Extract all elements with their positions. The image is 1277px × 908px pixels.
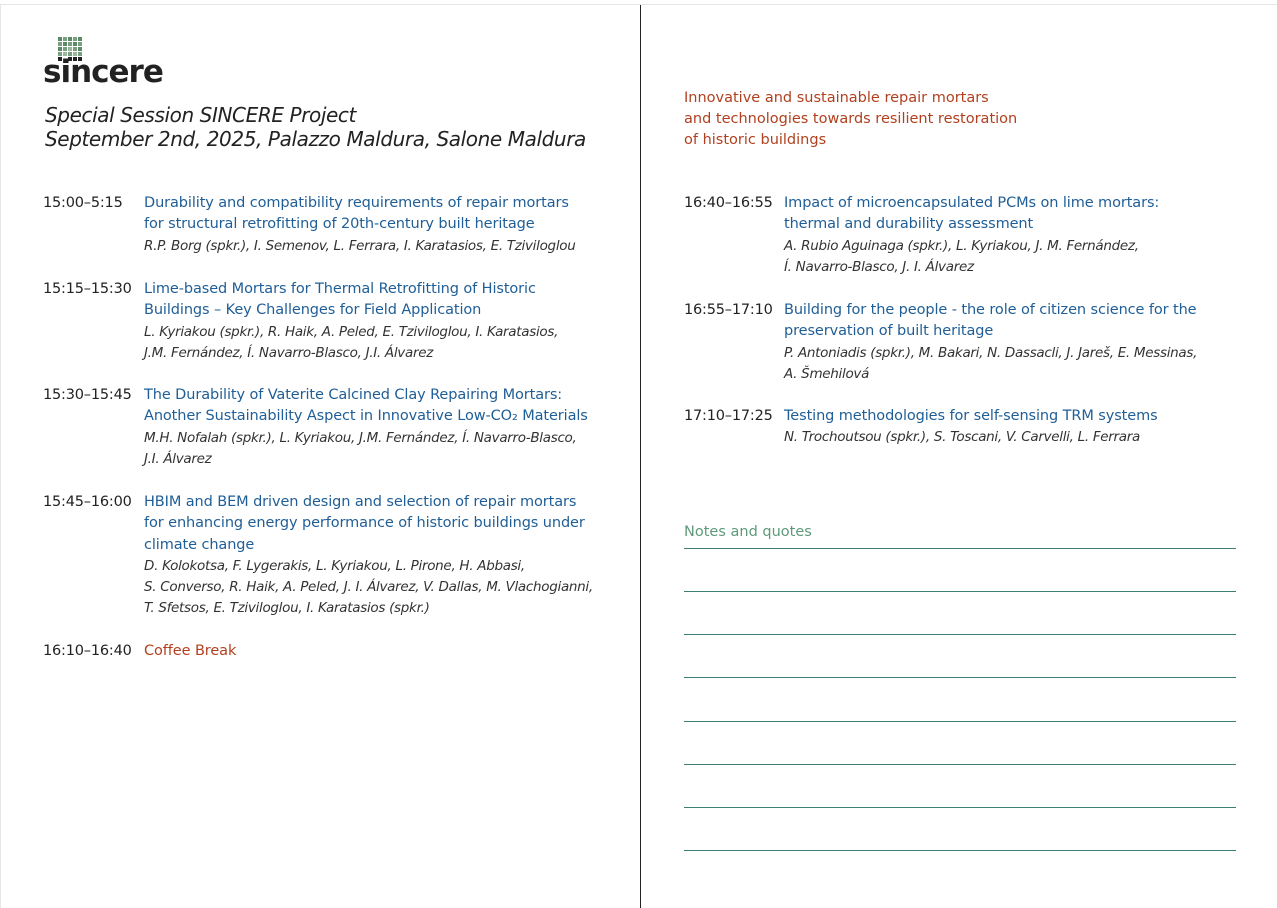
logo-pixel [73,47,77,51]
logo-pixel [68,42,72,46]
session-time: 16:40–16:55 [684,195,773,211]
session-time: 16:10–16:40 [43,643,132,659]
session-time: 15:30–15:45 [43,387,132,403]
talk-authors: D. Kolokotsa, F. Lygerakis, L. Kyriakou, L. Pirone, H. Abbasi, S. Converso, R. Haik, A. Peled, J. I. Álvarez, V. Dallas, M. Vlachogianni, T. Sfetsos, E. Tziviloglou, I. Karatasios (spkr.) [144,557,593,617]
theme-title: Innovative and sustainable repair mortars and technologies towards resilient restoration of historic buildings [684,90,1018,148]
logo-pixel [68,37,72,41]
session-time: 15:45–16:00 [43,494,132,510]
logo-pixel [58,37,62,41]
talk-authors: A. Rubio Aguinaga (spkr.), L. Kyriakou, J. M. Fernández, Í. Navarro-Blasco, J. I. Álvarez [784,237,1139,275]
logo-pixel [63,37,67,41]
logo-pixel [63,47,67,51]
talk-title: HBIM and BEM driven design and selection of repair mortars for enhancing energy performance of historic buildings under climate change [144,494,585,553]
talk-title: Testing methodologies for self-sensing TRM systems [784,408,1158,424]
talk-authors: P. Antoniadis (spkr.), M. Bakari, N. Dassacli, J. Jareš, E. Messinas, A. Šmehilová [784,344,1198,382]
logo-pixel [58,42,62,46]
notes-line [684,850,1236,851]
talk-authors: N. Trochoutsou (spkr.), S. Toscani, V. Carvelli, L. Ferrara [784,429,1140,446]
coffee-break-label: Coffee Break [144,643,237,659]
logo-pixel [78,47,82,51]
talk-authors: L. Kyriakou (spkr.), R. Haik, A. Peled, E. Tziviloglou, I. Karatasios, J.M. Fernández, Í. Navarro-Blasco, J.I. Álvarez [144,323,559,361]
notes-line [684,677,1236,678]
talk-authors: M.H. Nofalah (spkr.), L. Kyriakou, J.M. Fernández, Í. Navarro-Blasco, J.I. Álvarez [144,429,577,467]
notes-line [684,807,1236,808]
logo-text: sincere [43,54,163,90]
column-divider [640,5,641,908]
notes-line [684,548,1236,549]
logo-pixel [73,42,77,46]
talk-title: Durability and compatibility requirements of repair mortars for structural retrofitting of 20th-century built heritage [144,195,569,233]
session-date-venue: September 2nd, 2025, Palazzo Maldura, Salone Maldura [45,127,586,151]
logo-pixel [78,37,82,41]
notes-line [684,764,1236,765]
logo-pixel [78,42,82,46]
session-time: 17:10–17:25 [684,408,773,424]
logo-pixel [73,37,77,41]
session-time: 15:15–15:30 [43,281,132,297]
talk-title: The Durability of Vaterite Calcined Clay Repairing Mortars: Another Sustainability Aspect in Innovative Low-CO₂ Materials [144,387,588,425]
logo-pixel [63,42,67,46]
page-left-border [0,4,1,908]
talk-authors: R.P. Borg (spkr.), I. Semenov, L. Ferrara, I. Karatasios, E. Tziviloglou [144,237,576,254]
page-top-border [0,4,1277,5]
page-title [45,103,625,151]
session-time: 16:55–17:10 [684,302,773,318]
session-title: Special Session SINCERE Project [45,103,356,127]
notes-line [684,634,1236,635]
notes-line [684,721,1236,722]
logo-pixel [68,47,72,51]
talk-title: Lime-based Mortars for Thermal Retrofitting of Historic Buildings – Key Challenges for Field Application [144,281,536,319]
session-time: 15:00–5:15 [43,195,123,211]
logo-pixel [58,47,62,51]
notes-line [684,591,1236,592]
talk-title: Impact of microencapsulated PCMs on lime mortars: thermal and durability assessment [784,195,1160,233]
notes-label: Notes and quotes [684,524,812,540]
talk-title: Building for the people - the role of citizen science for the preservation of built heritage [784,302,1197,340]
